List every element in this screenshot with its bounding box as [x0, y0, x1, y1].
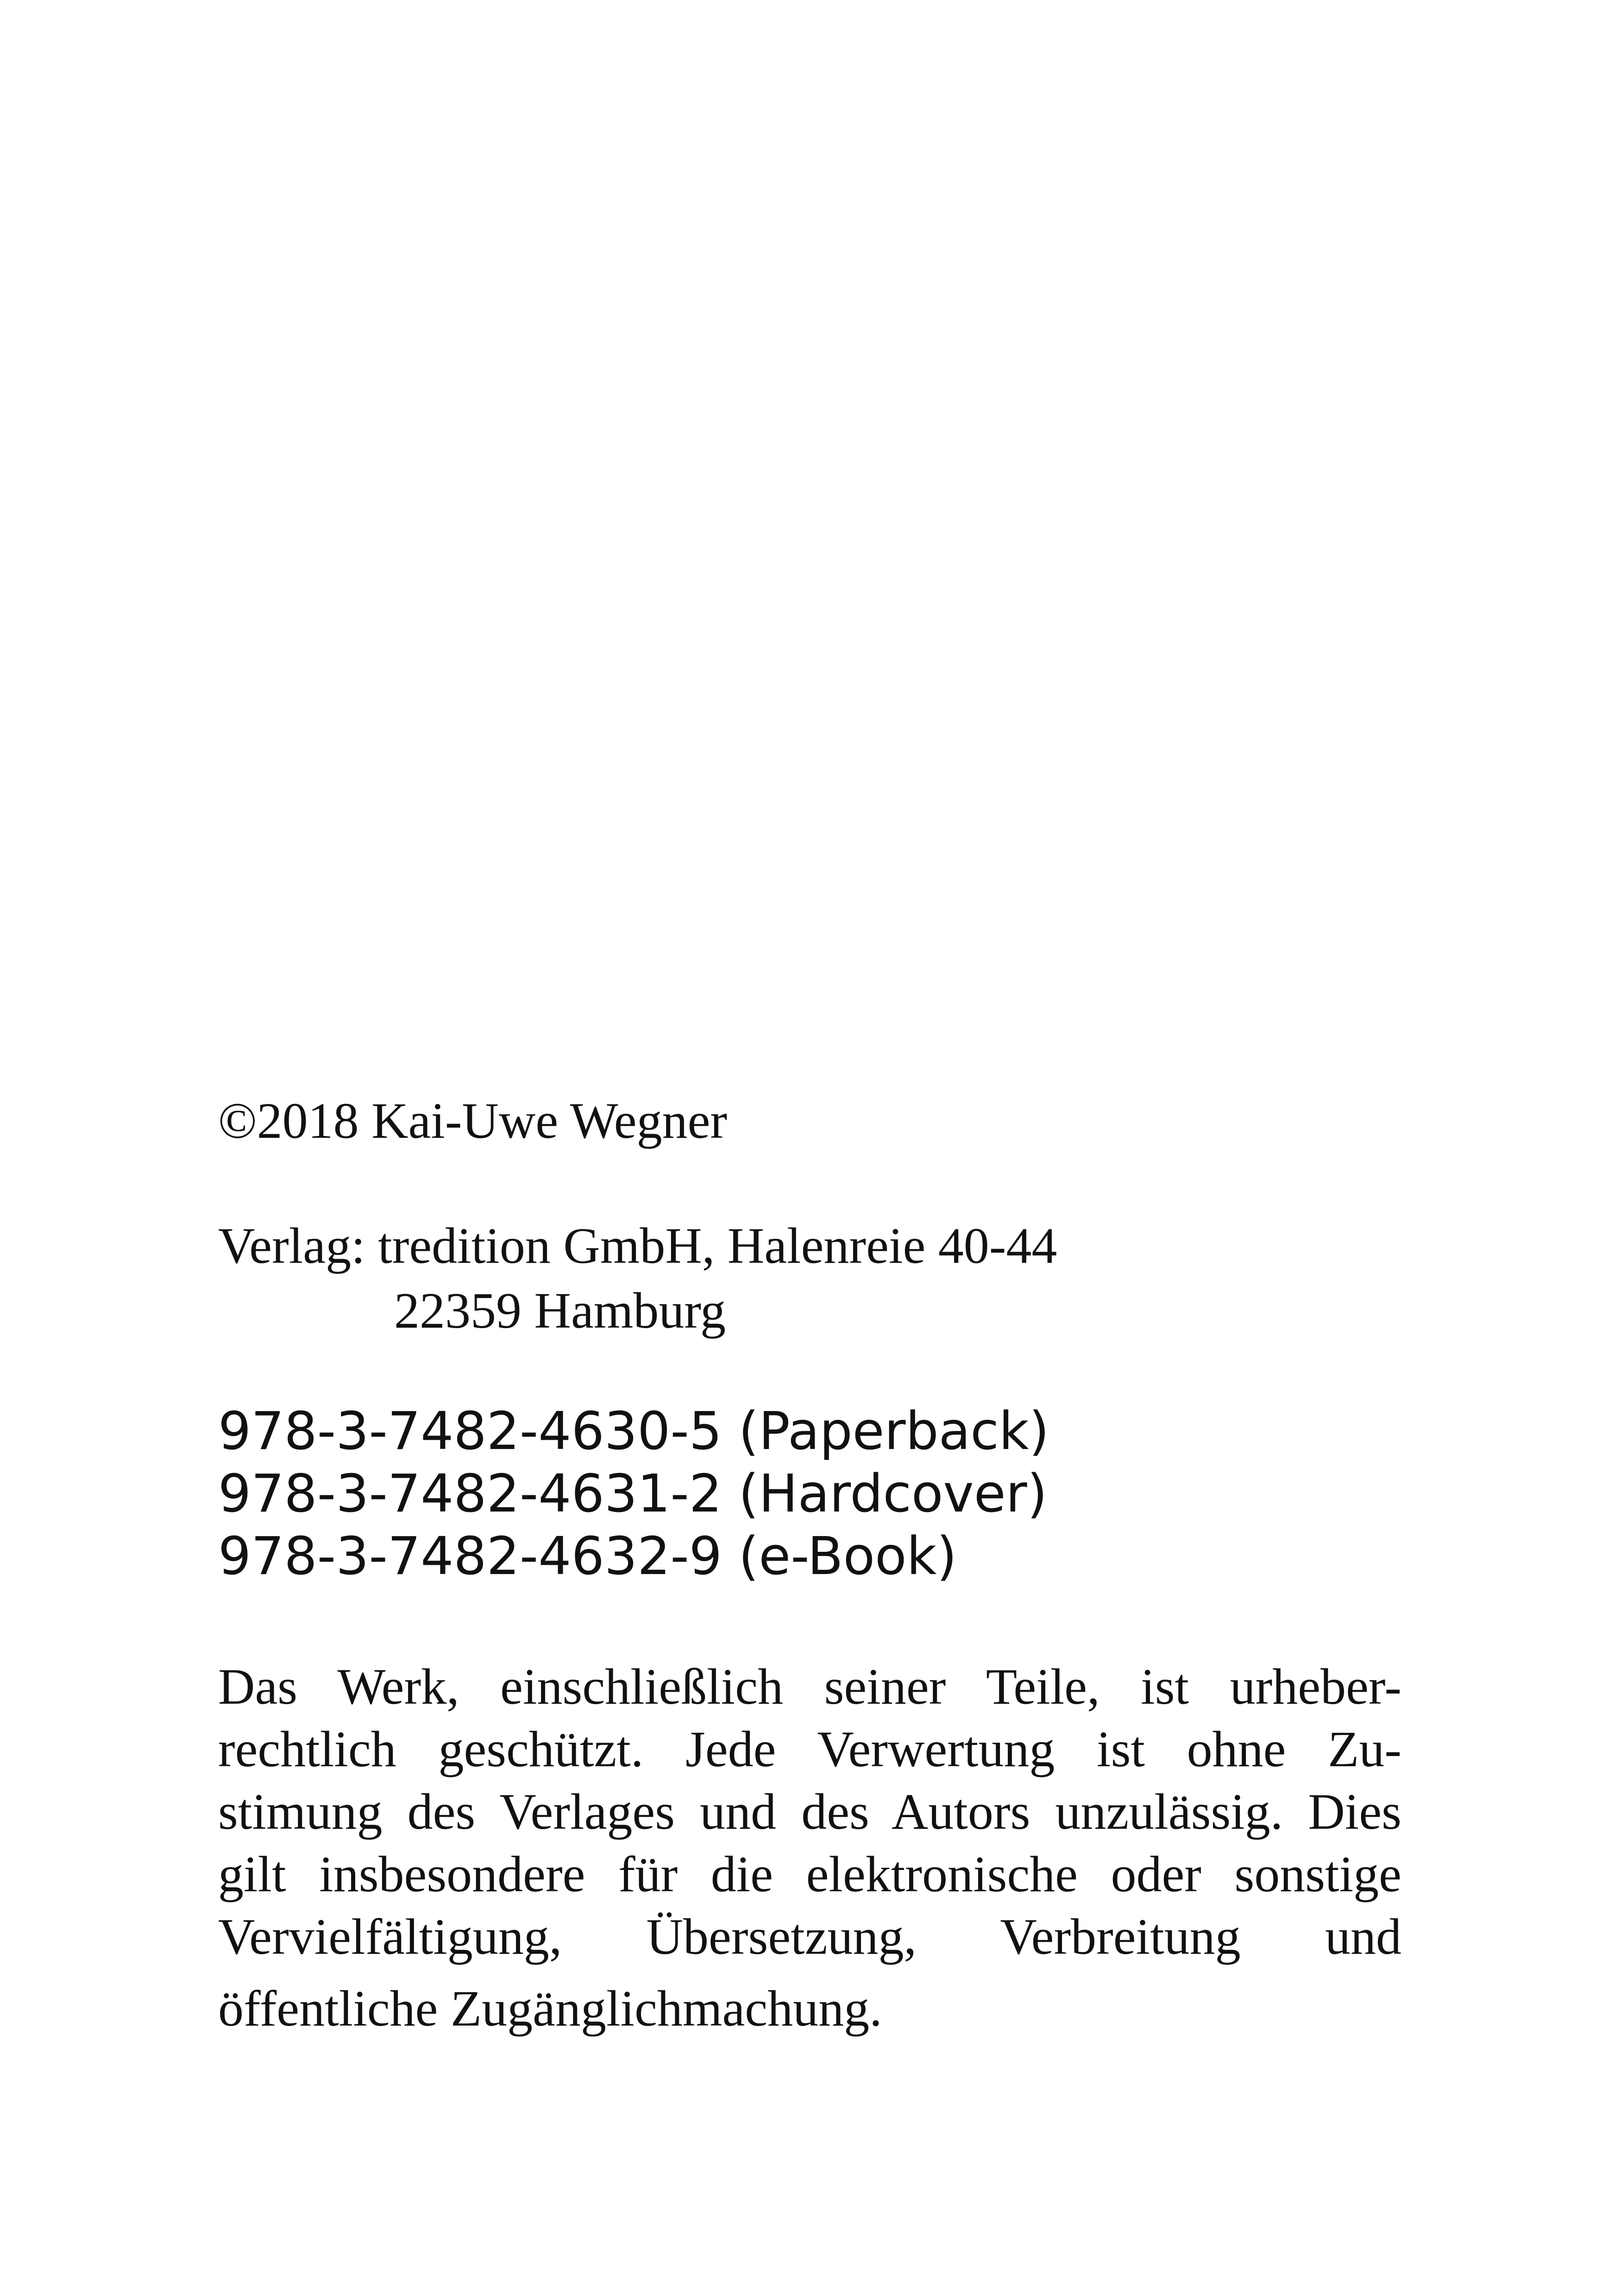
isbn-hardcover: 978-3-7482-4631-2 (Hardcover): [218, 1464, 1048, 1524]
rights-line: gilt insbesondere für die elektronische oder sonstige: [218, 1846, 1401, 1902]
publisher-city-line: 22359 Hamburg: [394, 1282, 726, 1339]
rights-line: öffentliche Zugänglichmachung.: [218, 1980, 882, 2037]
rights-line: rechtlich geschützt. Jede Verwertung ist ohne Zu-: [218, 1721, 1401, 1777]
isbn-paperback: 978-3-7482-4630-5 (Paperback): [218, 1401, 1049, 1462]
rights-line: Vervielfältigung, Übersetzung, Verbreitung und: [218, 1908, 1401, 1965]
publisher-address-line: Verlag: tredition GmbH, Halenreie 40-44: [218, 1217, 1057, 1274]
rights-notice: [218, 1656, 1401, 2038]
isbn-ebook: 978-3-7482-4632-9 (e-Book): [218, 1526, 957, 1587]
copyright-notice: ©2018 Kai-Uwe Wegner: [218, 1092, 728, 1149]
rights-line: Das Werk, einschließlich seiner Teile, ist urheber-: [218, 1658, 1401, 1715]
rights-line: stimung des Verlages und des Autors unzulässig. Dies: [218, 1783, 1401, 1840]
